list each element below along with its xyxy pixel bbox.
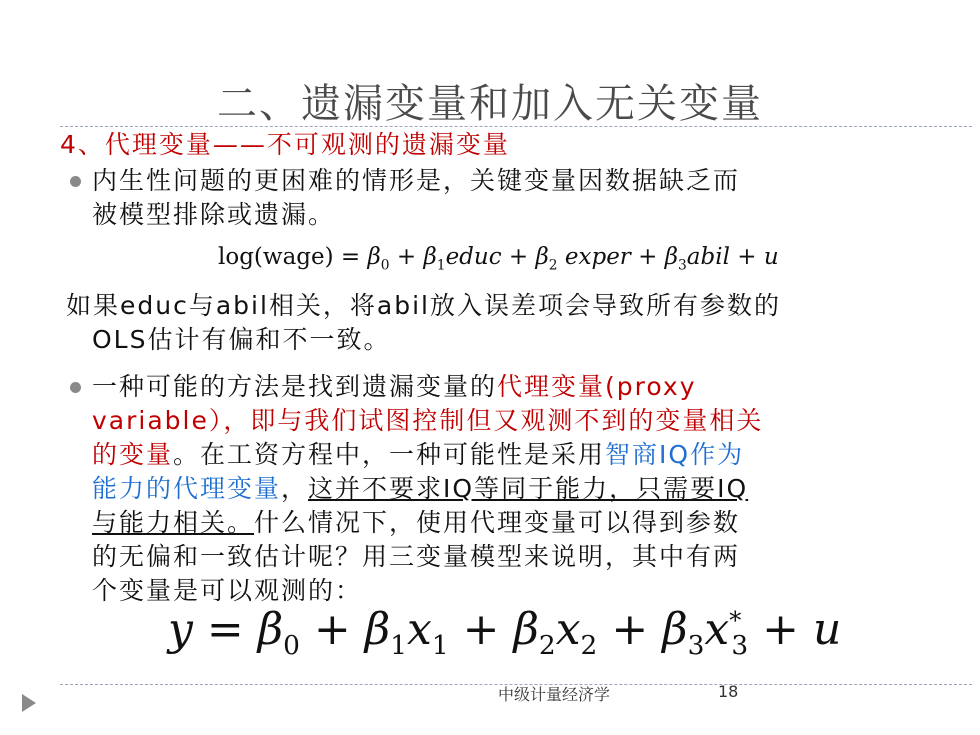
bullet2-line3-red: 的变量	[92, 440, 174, 469]
underlined-condition: 这并不要求IQ等同于能力，只需要IQ	[308, 474, 749, 503]
equation-three-variable: $y = \beta_0 + \beta_1x_1 + \beta_2x_2 + \beta_3x^*_3 + u$	[168, 604, 842, 661]
bullet2-line2: variable），即与我们试图控制但又观测不到的变量相关	[92, 406, 764, 435]
paragraph-line1: 如果educ与abil相关，将abil放入误差项会导致所有参数的	[66, 291, 782, 320]
eq1-beta1: β	[423, 244, 437, 270]
eq2-beta1: β	[364, 604, 391, 655]
eq2-beta3-sub: 3	[687, 629, 705, 661]
eq2-u: u	[812, 604, 842, 655]
eq1-abil: abil	[686, 244, 730, 270]
eq1-educ: educ	[445, 244, 502, 270]
eq2-beta0: β	[257, 604, 284, 655]
bullet2-line6: 的无偏和一致估计呢？用三变量模型来说明，其中有两	[92, 542, 741, 571]
eq2-x1-sub: 1	[431, 629, 449, 661]
eq2-beta3: β	[662, 604, 688, 655]
eq1-u: u	[763, 244, 779, 270]
eq2-beta0-sub: 0	[283, 629, 300, 661]
bullet2-line3	[92, 438, 744, 472]
eq1-beta0: β	[367, 244, 381, 270]
bullet2-line5-text: 什么情况下，使用代理变量可以得到参数	[254, 508, 741, 537]
bullet2-line7: 个变量是可以观测的：	[92, 576, 363, 605]
eq1-lhs: log(wage) =	[218, 244, 368, 270]
eq1-beta1-sub: 1	[436, 257, 446, 274]
bullet2-line1	[92, 370, 696, 404]
bullet-dot	[70, 176, 81, 187]
equation-wage: log(wage) = $\beta_0$ + $\beta_1educ + \beta_2$ exper + $\beta_3abil + u$	[218, 244, 779, 274]
bullet2-line4	[92, 472, 748, 506]
footer-course-name: 中级计量经济学	[498, 685, 611, 704]
eq2-x3-star: *	[729, 606, 742, 635]
page-number: 18	[718, 682, 739, 701]
play-icon[interactable]	[22, 694, 36, 712]
eq2-y: y	[168, 604, 193, 655]
bullet2-line4-text: ，	[281, 474, 309, 503]
iq-proxy-term: 智商IQ作为	[605, 440, 745, 469]
eq1-exper: exper	[564, 244, 631, 270]
eq2-x2-sub: 2	[580, 629, 598, 661]
proxy-variable-term: 代理变量(proxy	[497, 372, 697, 401]
eq2-x3: x	[704, 604, 730, 655]
bullet1-line1: 内生性问题的更困难的情形是，关键变量因数据缺乏而	[92, 166, 741, 195]
eq1-beta2: β	[535, 244, 549, 270]
eq1-beta3-sub: 3	[678, 257, 687, 274]
eq2-beta2: β	[513, 604, 539, 655]
underlined-condition-end: 与能力相关。	[92, 508, 255, 537]
paragraph-line2: OLS估计有偏和不一致。	[92, 325, 391, 354]
bullet1-line2: 被模型排除或遗漏。	[92, 200, 336, 229]
eq2-x3-sub: 3	[731, 629, 749, 661]
eq2-beta1-sub: 1	[390, 629, 408, 661]
eq1-beta0-sub: 0	[380, 257, 390, 274]
eq2-x2: x	[555, 604, 581, 655]
eq2-x1: x	[407, 604, 432, 655]
bullet2-line4-blue: 能力的代理变量	[92, 474, 282, 503]
bullet2-line1-text: 一种可能的方法是找到遗漏变量的	[92, 372, 498, 401]
eq1-beta3: β	[664, 244, 679, 270]
bullet-dot	[70, 382, 81, 393]
eq1-beta2-sub: 2	[548, 257, 558, 274]
section-heading: 4、代理变量——不可观测的遗漏变量	[60, 130, 510, 159]
bullet2-line3-text: 。在工资方程中，一种可能性是采用	[173, 440, 606, 469]
eq2-equals: =	[192, 604, 258, 655]
slide-title: 二、遗漏变量和加入无关变量	[217, 81, 763, 127]
bullet2-line5	[92, 506, 740, 540]
title-divider	[60, 126, 972, 127]
eq2-beta2-sub: 2	[538, 629, 556, 661]
